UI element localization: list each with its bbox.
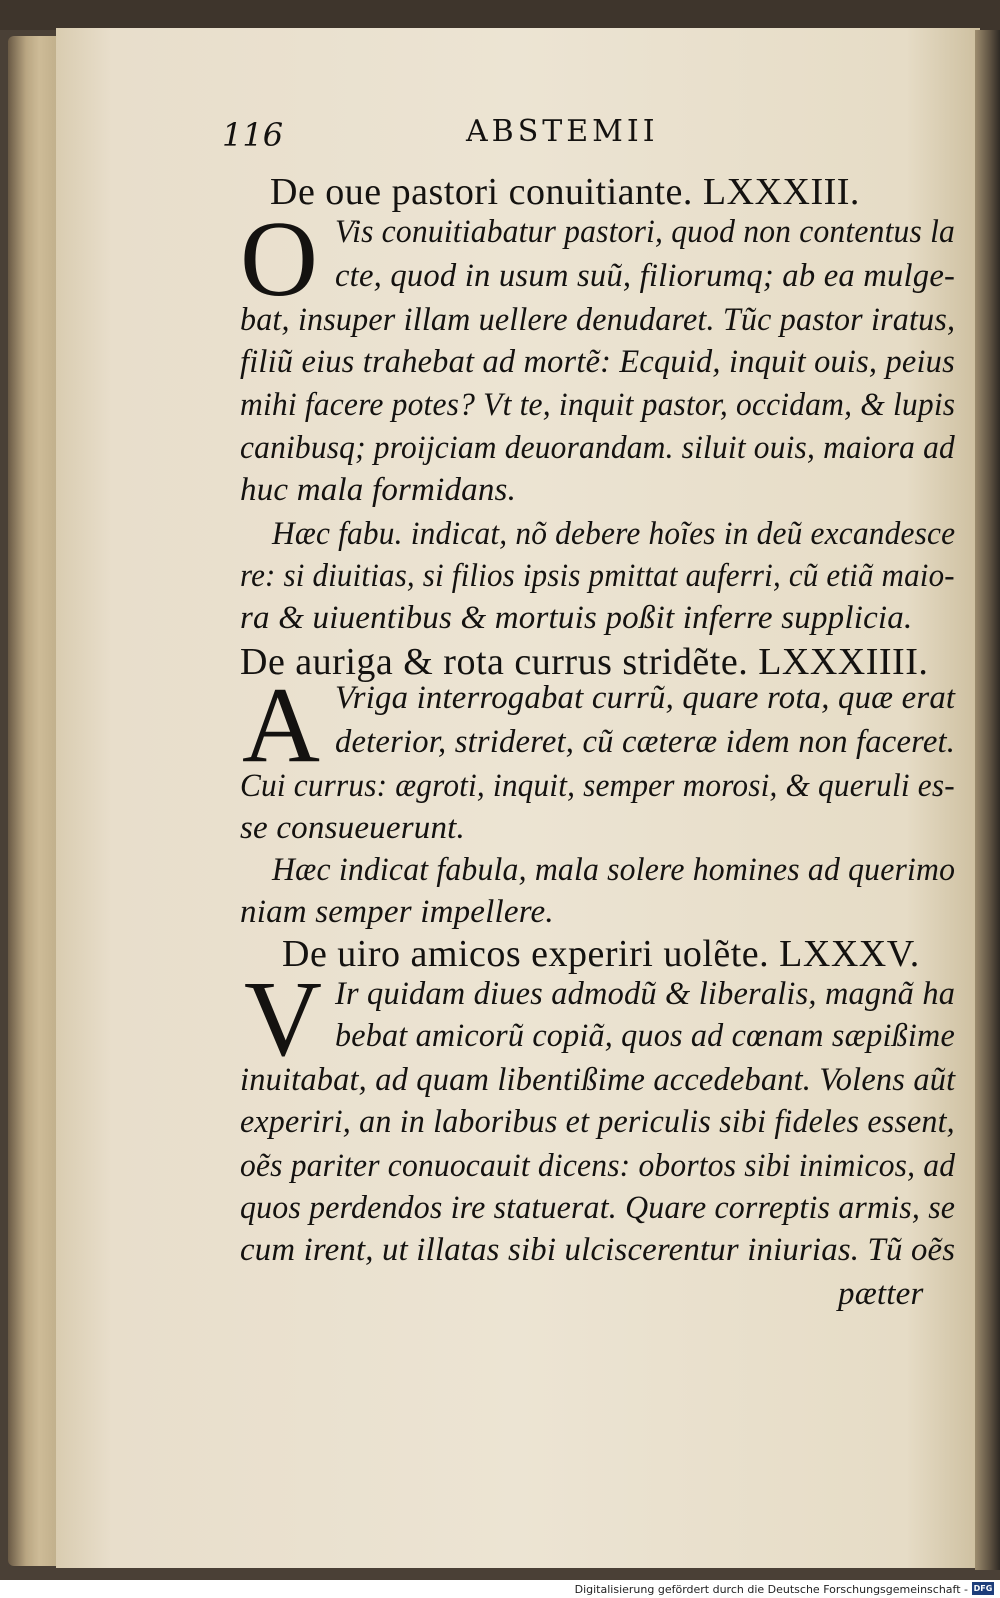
text-line: oẽs pariter conuocauit dicens: obortos sibi inimicos, ad xyxy=(240,1148,956,1184)
footer-credit: Digitalisierung gefördert durch die Deutsche Forschungsgemeinschaft - xyxy=(574,1583,968,1596)
text-line: deterior, strideret, cũ cæteræ idem non faceret. xyxy=(335,724,956,760)
moral-line: Hæc fabu. indicat, nõ debere hoĩes in deũ excandesce xyxy=(272,516,956,552)
dfg-logo: DFG xyxy=(973,1584,993,1593)
fable-84-initial: A xyxy=(242,666,320,785)
text-line: se consueuerunt. xyxy=(240,810,465,846)
text-line: filiũ eius trahebat ad mortẽ: Ecquid, inquit ouis, peius xyxy=(240,344,955,380)
catchword: pætter xyxy=(838,1276,924,1312)
fable-84-heading: De auriga & rota currus stridẽte. LXXXIIII. xyxy=(240,641,929,683)
text-line: Vriga interrogabat currũ, quare rota, quæ erat xyxy=(335,680,956,716)
text-line: Cui currus: ægroti, inquit, semper morosi, & queruli es- xyxy=(240,768,955,804)
footer-bar xyxy=(0,1580,1000,1598)
moral-line: niam semper impellere. xyxy=(240,894,554,930)
book-spine xyxy=(8,36,60,1566)
moral-line: Hæc indicat fabula, mala solere homines ad querimo xyxy=(272,852,956,888)
running-head: ABSTEMII xyxy=(466,114,659,149)
text-line: experiri, an in laboribus et periculis sibi fideles essent, xyxy=(240,1104,955,1140)
scan-top-band xyxy=(0,0,1000,30)
text-line: inuitabat, ad quam libentißime accedebant. Volens aũt xyxy=(240,1062,956,1098)
moral-line: ra & uiuentibus & mortuis poßit inferre supplicia. xyxy=(240,600,913,636)
text-line: Vis conuitiabatur pastori, quod non contentus la xyxy=(335,214,956,250)
text-line: quos perdendos ire statuerat. Quare correptis armis, se xyxy=(240,1190,956,1226)
text-line: bat, insuper illam uellere denudaret. Tũc pastor iratus, xyxy=(240,302,956,338)
text-line: mihi facere potes? Vt te, inquit pastor, occidam, & lupis xyxy=(240,387,956,423)
folio-number: 116 xyxy=(222,116,284,154)
fable-85-heading: De uiro amicos experiri uolẽte. LXXXV. xyxy=(282,933,920,975)
fable-83-heading: De oue pastori conuitiante. LXXXIII. xyxy=(270,171,860,213)
text-line: cum irent, ut illatas sibi ulciscerentur iniurias. Tũ oẽs xyxy=(240,1232,956,1268)
page-right-edge xyxy=(975,30,1000,1570)
moral-line: re: si diuitias, si filios ipsis pmittat auferri, cũ etiã maio- xyxy=(240,558,955,594)
text-line: bebat amicorũ copiã, quos ad cœnam sæpißime xyxy=(335,1018,955,1054)
fable-85-initial: V xyxy=(244,960,322,1079)
fable-83-initial: O xyxy=(240,200,318,319)
text-line: canibusq; proijciam deuorandam. siluit ouis, maiora ad xyxy=(240,430,955,466)
text-line: Ir quidam diues admodũ & liberalis, magnã ha xyxy=(335,976,956,1012)
text-line: huc mala formidans. xyxy=(240,472,517,508)
text-line: cte, quod in usum suũ, filiorumq; ab ea mulge- xyxy=(335,258,956,294)
